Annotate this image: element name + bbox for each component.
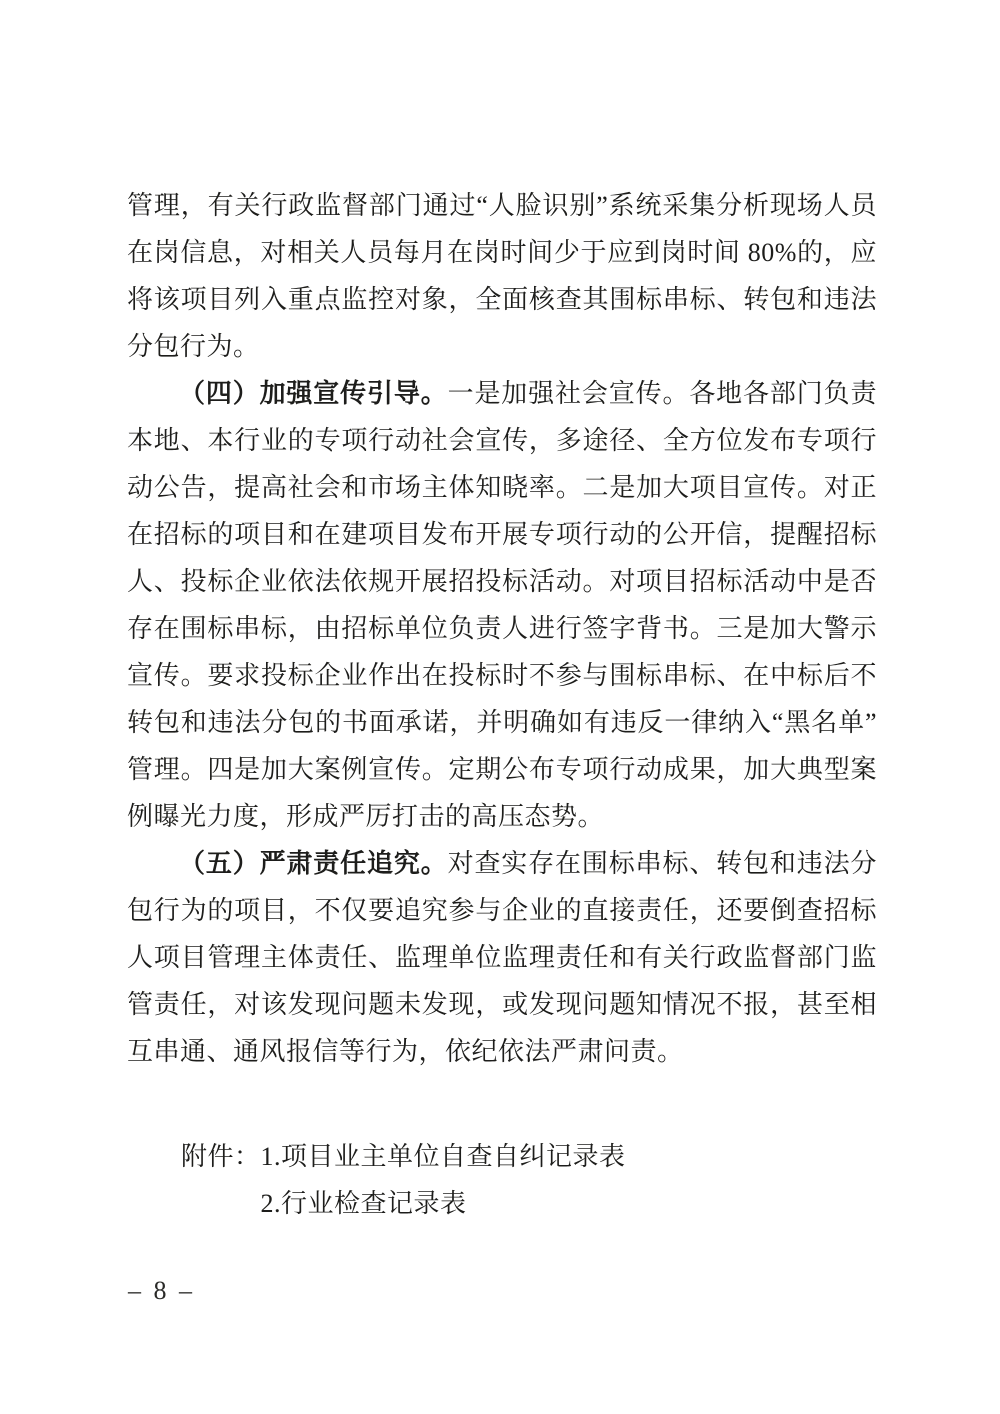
paragraph-section-5 [127,840,877,1075]
paragraph-text: 管理，有关行政监督部门通过“人脸识别”系统采集分析现场人员在岗信息，对相关人员每月在岗时间少于应到岗时间 80%的，应将该项目列入重点监控对象，全面核查其围标串标、转包和违法分包行为。 [127,191,877,361]
section-4-heading: （四）加强宣传引导。 [179,379,448,408]
attachment-item-2: 2.行业检查记录表 [260,1189,467,1218]
attachments-list [261,1133,626,1227]
attachments-label: 附件： [181,1142,261,1171]
page-number: – 8 – [128,1276,195,1305]
paragraph-text: 对查实存在围标串标、转包和违法分包行为的项目，不仅要追究参与企业的直接责任，还要倒查招标人项目管理主体责任、监理单位监理责任和有关行政监督部门监管责任，对该发现问题未发现，或发现问题知情况不报，甚至相互串通、通风报信等行为，依纪依法严肃问责。 [127,849,877,1066]
paragraph-text: 一是加强社会宣传。各地各部门负责本地、本行业的专项行动社会宣传，多途径、全方位发布专项行动公告，提高社会和市场主体知晓率。二是加大项目宣传。对正在招标的项目和在建项目发布开展专项行动的公开信，提醒招标人、投标企业依法依规开展招投标活动。对项目招标活动中是否存在围标串标，由招标单位负责人进行签字背书。三是加大警示宣传。要求投标企业作出在投标时不参与围标串标、在中标后不转包和违法分包的书面承诺，并明确如有违反一律纳入“黑名单”管理。四是加大案例宣传。定期公布专项行动成果，加大典型案例曝光力度，形成严厉打击的高压态势。 [127,379,877,831]
attachments-block [127,1133,877,1227]
paragraph-continuation [127,182,877,370]
section-5-heading: （五）严肃责任追究。 [179,849,448,878]
attachment-item-1: 1.项目业主单位自查自纠记录表 [260,1142,626,1171]
paragraph-section-4 [127,370,877,840]
document-body [127,182,877,1227]
